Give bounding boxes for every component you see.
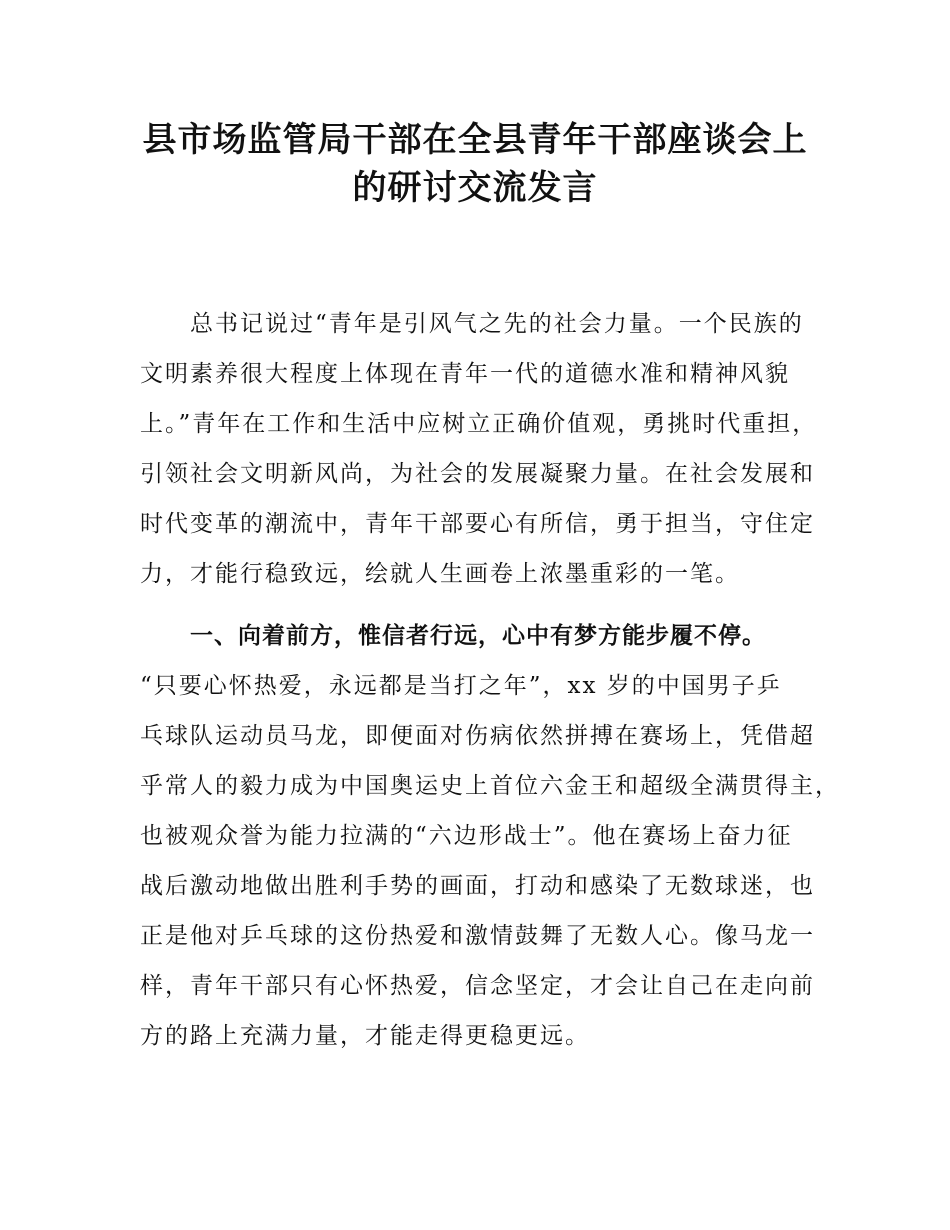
paragraph-1-line-1: 总书记说过“青年是引风气之先的社会力量。一个民族的 (190, 311, 804, 337)
paragraph-2-line-4: 也被观众誉为能力拉满的“六边形战士”。他在赛场上奋力征 (140, 823, 793, 849)
paragraph-2-line-2: 乓球队运动员马龙，即便面对伤病依然拼搏在赛场上，凭借超 (140, 723, 815, 749)
paragraph-2-line-8: 方的路上充满力量，才能走得更稳更远。 (140, 1023, 590, 1049)
paragraph-2-line-3: 乎常人的毅力成为中国奥运史上首位六金王和超级全满贯得主， (140, 773, 840, 799)
document-title-line-1: 县市场监管局干部在全县青年干部座谈会上 (142, 120, 808, 160)
section-1-heading: 一、向着前方，惟信者行远，心中有梦方能步履不停。 (190, 623, 766, 649)
paragraph-1-line-6: 力，才能行稳致远，绘就人生画卷上浓墨重彩的一笔。 (140, 561, 740, 587)
paragraph-1-line-3: 上。”青年在工作和生活中应树立正确价值观，勇挑时代重担， (140, 411, 818, 437)
paragraph-1-line-5: 时代变革的潮流中，青年干部要心有所信，勇于担当，守住定 (140, 511, 815, 537)
paragraph-1-line-2: 文明素养很大程度上体现在青年一代的道德水准和精神风貌 (140, 361, 790, 387)
document-title-line-2: 的研讨交流发言 (352, 168, 598, 208)
paragraph-2-line-1: “只要心怀热爱，永远都是当打之年”，xx 岁的中国男子乒 (140, 673, 782, 699)
paragraph-2-line-5: 战后激动地做出胜利手势的画面，打动和感染了无数球迷，也 (140, 873, 815, 899)
paragraph-1-line-4: 引领社会文明新风尚，为社会的发展凝聚力量。在社会发展和 (140, 461, 815, 487)
paragraph-2-line-6: 正是他对乒乓球的这份热爱和激情鼓舞了无数人心。像马龙一 (140, 923, 815, 949)
paragraph-2-line-7: 样，青年干部只有心怀热爱，信念坚定，才会让自己在走向前 (140, 973, 815, 999)
